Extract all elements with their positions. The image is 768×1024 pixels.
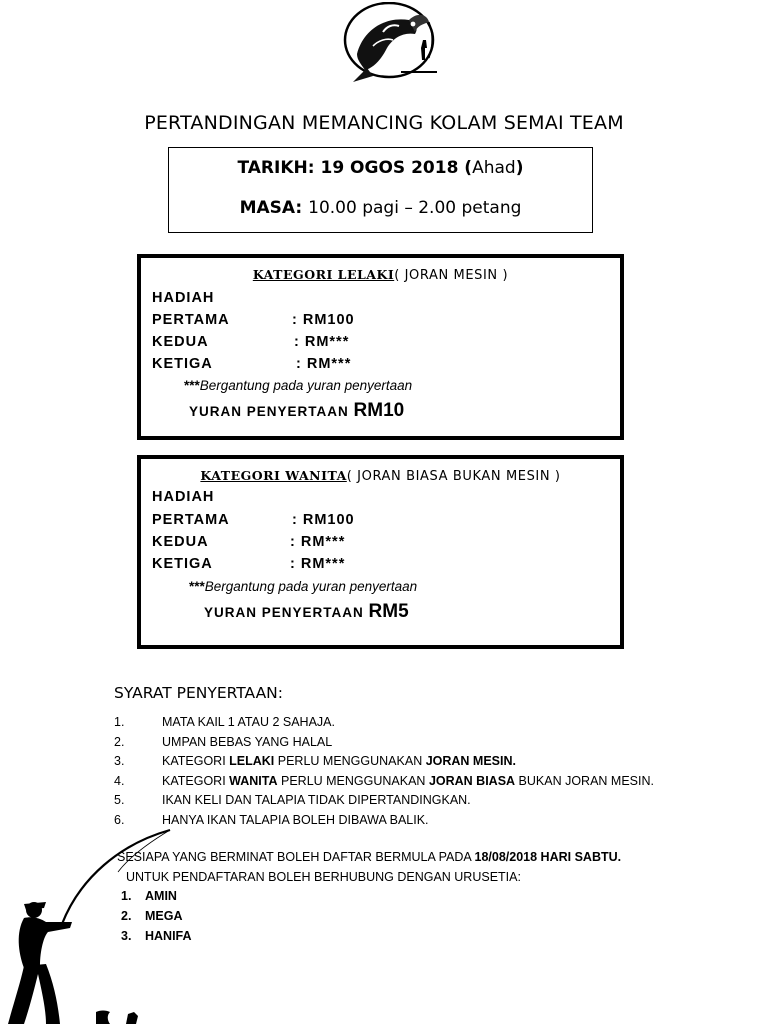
time-label: MASA: bbox=[239, 198, 303, 218]
date-value: 19 OGOS 2018 ( bbox=[320, 158, 473, 178]
prize-row bbox=[152, 512, 355, 528]
condition-text bbox=[162, 793, 471, 807]
contact-name: AMIN bbox=[145, 889, 177, 903]
condition-emphasis: JORAN MESIN. bbox=[425, 754, 516, 768]
condition-number: 4. bbox=[114, 773, 125, 788]
condition-text bbox=[162, 754, 516, 768]
prize-heading: HADIAH bbox=[152, 489, 215, 505]
fish-logo-icon bbox=[343, 2, 439, 84]
date-time-box bbox=[168, 147, 593, 233]
condition-fragment: MATA KAIL 1 ATAU 2 SAHAJA. bbox=[162, 715, 335, 729]
condition-fragment: PERLU MENGGUNAKAN bbox=[274, 754, 426, 768]
category-lelaki-box bbox=[137, 254, 624, 440]
condition-fragment: BUKAN JORAN MESIN. bbox=[515, 773, 654, 788]
condition-fragment: IKAN KELI DAN TALAPIA TIDAK DIPERTANDINGKAN. bbox=[162, 793, 471, 807]
category-wanita-box bbox=[137, 455, 624, 649]
prize-rank: KETIGA bbox=[152, 356, 213, 372]
note-text: Bergantung pada yuran penyertaan bbox=[204, 579, 418, 594]
date-close: ) bbox=[515, 158, 524, 178]
prize-row bbox=[152, 312, 355, 328]
note-stars: *** bbox=[189, 579, 205, 594]
registration-text: SESIAPA YANG BERMINAT BOLEH DAFTAR BERMULA PADA bbox=[117, 850, 475, 864]
condition-fragment: HANYA IKAN TALAPIA BOLEH DIBAWA BALIK. bbox=[162, 812, 429, 827]
contact-number: 1. bbox=[121, 889, 132, 903]
note-text: Bergantung pada yuran penyertaan bbox=[199, 378, 413, 393]
fee-label: YURAN PENYERTAAN bbox=[189, 404, 349, 419]
condition-emphasis: JORAN BIASA bbox=[428, 773, 516, 788]
condition-text bbox=[162, 715, 335, 729]
condition-emphasis: LELAKI bbox=[229, 754, 275, 768]
contact-name: MEGA bbox=[145, 909, 183, 923]
prize-row bbox=[152, 534, 346, 550]
fee-label: YURAN PENYERTAAN bbox=[204, 605, 364, 620]
prize-rank: PERTAMA bbox=[152, 512, 230, 528]
fisherman-silhouette-icon bbox=[0, 828, 190, 1024]
prize-note bbox=[184, 378, 412, 393]
entry-fee bbox=[189, 400, 404, 422]
prize-row bbox=[152, 556, 346, 572]
contact-name: HANIFA bbox=[145, 929, 192, 943]
contact-number: 3. bbox=[121, 929, 132, 943]
prize-rank: KEDUA bbox=[152, 534, 209, 550]
category-heading bbox=[141, 467, 620, 484]
category-heading bbox=[141, 266, 620, 283]
time-line bbox=[169, 198, 592, 218]
condition-emphasis: WANITA bbox=[229, 773, 278, 788]
prize-value: : RM100 bbox=[292, 512, 355, 528]
condition-number: 5. bbox=[114, 793, 125, 807]
entry-fee bbox=[204, 601, 409, 623]
prize-value: : RM100 bbox=[292, 312, 355, 328]
time-value: 10.00 pagi – 2.00 petang bbox=[308, 198, 522, 218]
registration-line bbox=[117, 850, 621, 864]
prize-heading: HADIAH bbox=[152, 290, 215, 306]
registration-date: 18/08/2018 HARI SABTU. bbox=[474, 850, 622, 864]
condition-number: 3. bbox=[114, 754, 125, 768]
category-subtitle: ( JORAN BIASA BUKAN MESIN ) bbox=[346, 469, 561, 484]
prize-row bbox=[152, 356, 352, 372]
condition-text bbox=[162, 774, 654, 788]
fee-amount: RM5 bbox=[368, 601, 409, 622]
condition-text bbox=[162, 813, 429, 827]
condition-fragment: UMPAN BEBAS YANG HALAL bbox=[162, 734, 333, 749]
category-title: KATEGORI LELAKI bbox=[252, 267, 395, 282]
condition-number: 2. bbox=[114, 734, 125, 749]
contact-instruction: UNTUK PENDAFTARAN BOLEH BERHUBUNG DENGAN URUSETIA: bbox=[126, 870, 521, 884]
condition-fragment: KATEGORI bbox=[162, 754, 230, 768]
condition-text bbox=[162, 735, 332, 749]
prize-rank: KETIGA bbox=[152, 556, 213, 572]
date-day: Ahad bbox=[472, 158, 516, 178]
prize-value: : RM*** bbox=[290, 534, 346, 550]
prize-row bbox=[152, 334, 350, 350]
contact-number: 2. bbox=[121, 909, 132, 923]
category-subtitle: ( JORAN MESIN ) bbox=[394, 268, 509, 283]
prize-value: : RM*** bbox=[294, 334, 350, 350]
note-stars: *** bbox=[184, 378, 200, 393]
condition-fragment: PERLU MENGGUNAKAN bbox=[277, 773, 429, 788]
category-title: KATEGORI WANITA bbox=[200, 468, 347, 483]
prize-rank: KEDUA bbox=[152, 334, 209, 350]
conditions-heading: SYARAT PENYERTAAN: bbox=[114, 684, 284, 702]
prize-value: : RM*** bbox=[290, 556, 346, 572]
condition-number: 6. bbox=[114, 812, 125, 827]
condition-number: 1. bbox=[114, 715, 125, 729]
prize-note bbox=[189, 579, 417, 594]
event-title: PERTANDINGAN MEMANCING KOLAM SEMAI TEAM bbox=[144, 112, 624, 134]
prize-value: : RM*** bbox=[296, 356, 352, 372]
condition-fragment: KATEGORI bbox=[162, 773, 230, 788]
date-line bbox=[169, 158, 592, 178]
prize-rank: PERTAMA bbox=[152, 312, 230, 328]
date-label: TARIKH: bbox=[237, 158, 315, 178]
fee-amount: RM10 bbox=[353, 400, 405, 421]
